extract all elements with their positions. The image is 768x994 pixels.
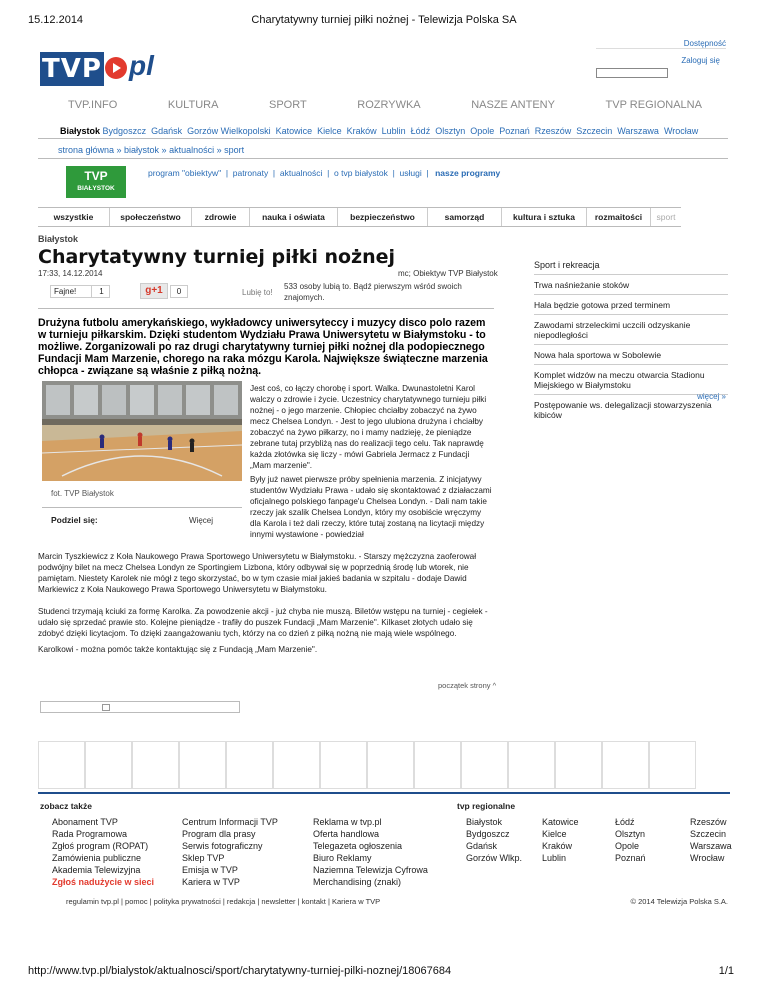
city-active[interactable]: Białystok [60,126,101,136]
footer-link[interactable]: Zgłoś program (ROPAT) [52,841,149,851]
print-url: http://www.tvp.pl/bialystok/aktualnosci/sport/charytatywny-turniej-pilki-noznej/18067684 [28,965,452,977]
divider [38,158,728,159]
regional-heading: tvp regionalne [457,801,516,811]
tvp-logo[interactable] [40,52,158,86]
partner-logo[interactable] [461,741,508,789]
regional-link[interactable]: Szczecin [690,829,727,839]
divider [596,48,726,49]
regional-link[interactable]: Kielce [542,829,567,839]
regional-logo-city: BIAŁYSTOK [77,185,115,192]
article-lead: Drużyna futbolu amerykańskiego, wykładowcy uniwersyteccy i muzycy disco polo razem w turnieju piłkarskim. Dzięki studentom Wydziału Prawa Uniwersytetu w Białymstoku - to możliwe. Zorganizowali po raz drugi charytatywny turniej piłki nożnej dla podopiecznego Fundacji Mam Marzenie, chorego na raka mózgu Karola. Największe świąteczne marzenia chłopca - związane są właśnie z piłką nożną. [38,317,488,377]
partner-logo[interactable] [132,741,179,789]
partner-logo[interactable] [85,741,132,789]
tab-wszystkie[interactable]: wszystkie [38,208,110,226]
logo-play-icon [105,57,127,79]
footer-regional-col-3 [615,816,646,864]
regional-link[interactable]: Olsztyn [615,829,646,839]
article-datetime: 17:33, 14.12.2014 [38,269,103,278]
footer-link[interactable]: Sklep TVP [182,853,225,863]
tvp-bialystok-logo[interactable] [66,166,126,198]
divider [42,507,242,508]
article-paragraph-3: Studenci trzymają kciuki za formę Karolka. Za powodzenie akcji - już chyba nie muszą. Biletów wstępu na turniej - cegiełek - udało się sprzedać prawie sto. Kolejne pieniądze - trafiły do puszek Fundacji „Mam Marzenie". Kilkaset złotych udało się zdobyć dzięki licytacjom. To dzięki zaangażowaniu tych, którzy na co dzień z piłką nożną nie mają wiele wspólnego. [38,607,488,638]
footer-bottom-links[interactable]: regulamin tvp.pl | pomoc | polityka prywatności | redakcja | newsletter | kontakt | Kariera w TVP [66,897,381,906]
tab-spoleczenstwo[interactable]: społeczeństwo [110,208,192,226]
gplus-button[interactable]: g+1 [140,283,168,299]
partner-logo[interactable] [508,741,555,789]
sidebar-item[interactable]: Komplet widzów na meczu otwarcia Stadionu Miejskiego w Białymstoku [534,365,728,395]
footer-col-2 [182,816,278,888]
regional-city-links [60,126,698,136]
footer-link[interactable]: Emisja w TVP [182,865,238,875]
footer-link[interactable]: Centrum Informacji TVP [182,817,278,827]
article-paragraph-1: Jest coś, co łączy chorobę i sport. Walka. Dwunastoletni Karol walczy o zdrowie i życie. Uczestnicy charytatywnego turnieju piłki nożnej - o jego marzenie. Chłopiec chciałby zobaczyć na żywo mecz Chelsea Londyn. - Jest to jego ulubiona drużyna i chciałby zobaczyć na żywo piłkarzy, no i mamy nadzieję, że pieniądze zebrane tutaj przybliżą nas do realizacji tego celu. Tak naprawdę każda złotówka się liczy - mówi Gabriela Jermacz z Fundacji „Mam marzenie". [250,384,487,470]
see-also-heading: zobacz także [40,801,92,811]
share-label: Podziel się: [51,515,98,525]
partner-logo[interactable] [273,741,320,789]
nav-nasze-anteny[interactable]: NASZE ANTENY [471,99,555,111]
logo-pl: pl [129,50,154,81]
footer-link[interactable]: Program dla prasy [182,829,256,839]
sidebar-item[interactable]: Postępowanie ws. delegalizacji stowarzyszenia kibiców [534,400,712,420]
partner-logo[interactable] [320,741,367,789]
tab-sport[interactable]: sport [656,212,676,222]
regional-link[interactable]: Kraków [542,841,573,851]
nav-tvp-regionalna[interactable]: TVP REGIONALNA [605,99,702,111]
footer-link[interactable]: Serwis fotograficzny [182,841,263,851]
regional-link[interactable]: Gorzów Wlkp. [466,853,523,863]
sports-hall-photo [42,381,242,481]
footer-link[interactable]: Merchandising (znaki) [313,877,402,887]
sub-nav-active[interactable]: nasze programy [435,168,501,178]
article-author: mc; Obiektyw TVP Białystok [398,269,498,278]
partner-logo[interactable] [414,741,461,789]
tab-rozmaitosci[interactable]: rozmaitości [587,208,651,226]
regional-link[interactable]: Gdańsk [466,841,498,851]
article-paragraph-4: Karolkowi - można pomóc także kontaktując się z Fundacją „Mam Marzenie". [38,645,318,654]
regional-link[interactable]: Katowice [542,817,579,827]
print-page-number: 1/1 [718,965,734,977]
sub-nav [148,168,500,178]
nav-rozrywka[interactable]: ROZRYWKA [357,99,421,111]
partner-logo[interactable] [38,741,85,789]
regional-logo-tvp: TVP [84,169,108,183]
nav-tvp-info[interactable]: TVP.INFO [68,99,118,111]
fb-share-button[interactable] [50,285,110,298]
footer-link[interactable]: Akademia Telewizyjna [52,865,141,875]
sidebar-item[interactable]: Trwa naśnieżanie stoków [534,275,728,295]
like-button[interactable]: Lubię to! [242,288,273,297]
footer-col-3 [313,816,428,888]
partner-logo[interactable] [555,741,602,789]
regional-link[interactable]: Lublin [542,853,567,863]
sidebar-item[interactable]: Zawodami strzeleckimi uczcili odzyskanie niepodległości [534,315,728,345]
footer-link[interactable]: Naziemna Telewizja Cyfrowa [313,865,428,875]
footer-link[interactable]: Abonament TVP [52,817,118,827]
nav-sport[interactable]: SPORT [269,99,307,111]
article-photo[interactable] [42,381,242,481]
partner-logo[interactable] [226,741,273,789]
sidebar-more-link[interactable]: więcej » [697,392,726,401]
regional-link[interactable]: Rzeszów [690,817,727,827]
tab-nauka-i-oswiata[interactable]: nauka i oświata [250,208,338,226]
partner-logo[interactable] [179,741,226,789]
report-abuse-link[interactable]: Zgłoś nadużycie w sieci [52,877,155,887]
fb-count: 1 [91,286,111,297]
footer-col-1 [52,816,154,888]
search-input[interactable] [596,68,668,78]
photo-caption: fot. TVP Białystok [51,489,114,498]
footer-regional-col-1 [466,816,522,864]
footer-link[interactable]: Oferta handlowa [313,829,380,839]
login-link[interactable]: Zaloguj się [681,56,720,65]
print-title: Charytatywny turniej piłki nożnej - Telewizja Polska SA [251,14,517,26]
more-share-button[interactable]: Więcej [189,516,214,525]
partner-logo[interactable] [649,741,696,789]
footer-regional-col-4 [690,816,732,864]
partner-logos-strip [38,741,730,789]
regional-link[interactable]: Poznań [615,853,646,863]
article-title: Charytatywny turniej piłki nożnej [38,246,396,268]
regional-link[interactable]: Opole [615,841,640,851]
regional-link[interactable]: Wrocław [690,853,725,863]
like-text: 533 osoby lubią to. Bądź pierwszym wśród swoich znajomych. [284,282,462,302]
gplus-count: 0 [170,285,188,298]
tab-zdrowie[interactable]: zdrowie [192,208,250,226]
copyright: © 2014 Telewizja Polska S.A. [630,897,728,906]
section-label: Białystok [38,234,79,244]
accessibility-link[interactable]: Dostępność [683,39,726,48]
divider [38,138,728,139]
footer-link[interactable]: Telegazeta ogłoszenia [313,841,403,851]
divider [38,308,494,309]
footer-link[interactable]: Zamówienia publiczne [52,853,142,863]
tab-samorzad[interactable]: samorząd [428,208,502,226]
article-paragraph-2a: Były już nawet pierwsze próby spełnienia marzenia. Z inicjatywy studentów Wydziału Prawa - udało się skontaktować z działaczami oficjalnego polskiego fanpage'u Chelsea Londyn. - Dali nam takie rzeczy jak szalik Chelsea Londyn, który my osobiście wręczymy dla Karola i też dali rzeczy, które tutaj zostaną na licytacji między innymi wystawione - powiedział [250,475,492,539]
regional-link[interactable]: Białystok [466,817,503,827]
breadcrumb[interactable]: strona główna » białystok » aktualności » sport [58,145,245,155]
footer-link[interactable]: Biuro Reklamy [313,853,372,863]
fb-label: Fajne! [54,287,77,296]
regional-link[interactable]: Łódź [615,817,635,827]
regional-link[interactable]: Warszawa [690,841,732,851]
sidebar-item[interactable]: Hala będzie gotowa przed terminem [534,295,728,315]
nav-kultura[interactable]: KULTURA [167,99,219,111]
banner-placeholder [40,701,240,713]
article-paragraph-2b: Marcin Tyszkiewicz z Koła Naukowego Prawa Sportowego Uniwersytetu w Białymstoku. - Starszy mężczyzna zaoferował podwójny bilet na mecz Chelsea Londyn ze Sportingiem Lizbona, który odbywał się w poprzednią środę lub wtorek, nie pamiętam. Niestety Karolek nie mógł z tego skorzystać, bo w tym czasie miał jakieś badania w szpitalu - dodaje Dawid Markiewicz z Koła Naukowego Prawa Sportowego Uniwersytetu w Białymstoku. [38,552,477,594]
back-to-top-link[interactable]: początek strony ^ [438,681,497,690]
footer-link[interactable]: Reklama w tvp.pl [313,817,382,827]
footer-link[interactable]: Rada Programowa [52,829,128,839]
logo-tvp: TVP [40,52,104,86]
tab-bezpieczenstwo[interactable]: bezpieczeństwo [338,208,428,226]
broken-image-icon [102,704,110,711]
sidebar-item[interactable]: Nowa hala sportowa w Sobolewie [534,345,728,365]
footer-divider [38,792,730,794]
footer-regional-col-2 [542,816,579,864]
partner-logo[interactable] [602,741,649,789]
category-tabs [38,207,681,227]
footer-link[interactable]: Kariera w TVP [182,877,240,887]
sidebar-heading: Sport i rekreacja [534,255,728,275]
sub-nav-items[interactable]: program "obiektyw" | patronaty | aktualności | o tvp białystok | usługi | [148,168,429,178]
partner-logo[interactable] [367,741,414,789]
tab-kultura-i-sztuka[interactable]: kultura i sztuka [502,208,587,226]
print-date: 15.12.2014 [28,14,84,26]
main-nav [40,99,730,111]
city-links[interactable]: Bydgoszcz Gdańsk Gorzów Wielkopolski Katowice Kielce Kraków Lublin Łódź Olsztyn Opole Poznań Rzeszów Szczecin Warszawa Wrocław [102,126,699,136]
regional-link[interactable]: Bydgoszcz [466,829,510,839]
